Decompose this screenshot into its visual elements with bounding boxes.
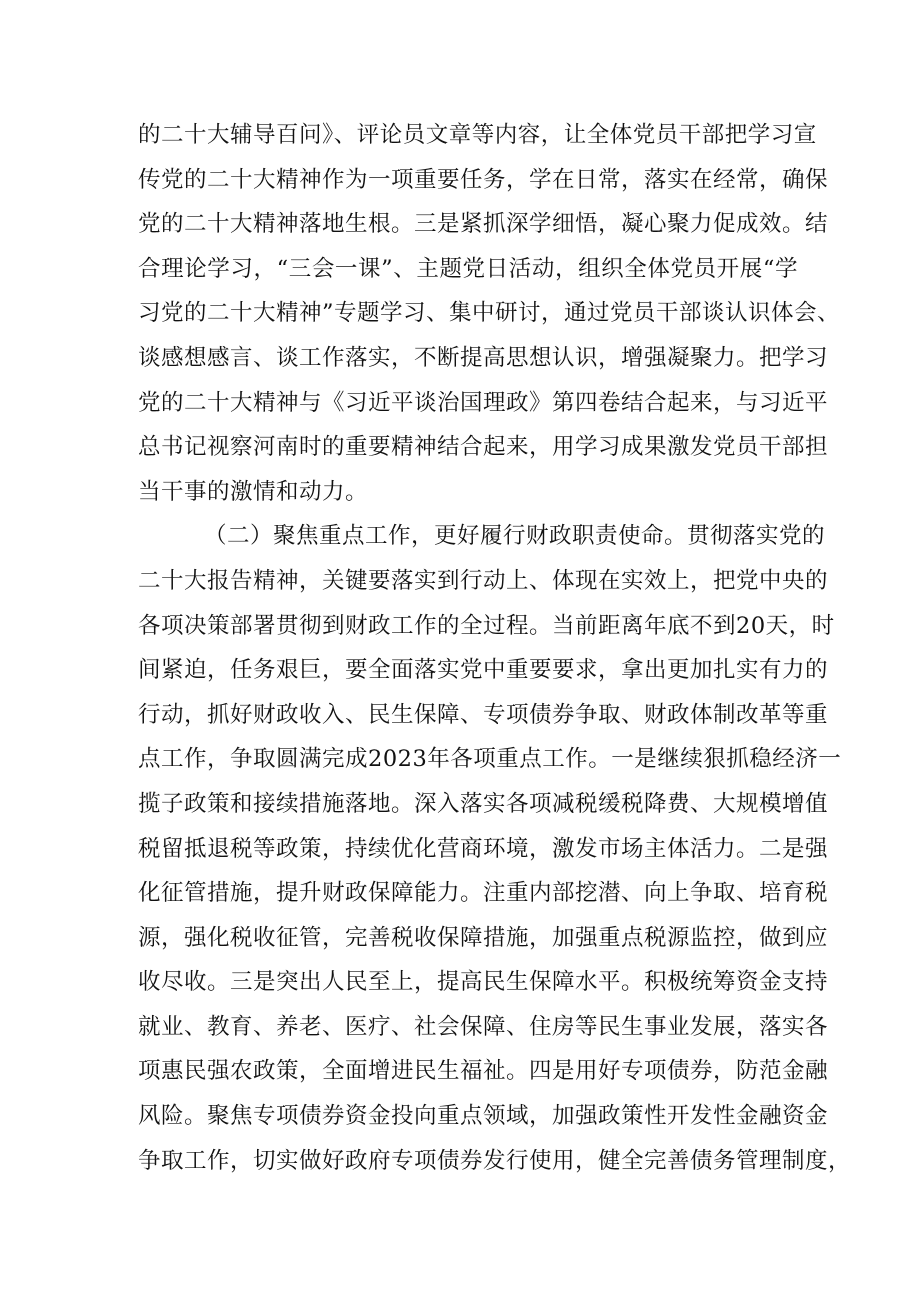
text-line: 项惠民强农政策，全面增进民生福祉。四是用好专项债券，防范金融 (138, 1058, 829, 1085)
text-line: 源，强化税收征管，完善税收保障措施，加强重点税源监控，做到应 (138, 924, 829, 951)
paragraph-2 (138, 514, 852, 1183)
text-line: 传党的二十大精神作为一项重要任务，学在日常，落实在经常，确保 (138, 166, 829, 193)
text-line: 习党的二十大精神”专题学习、集中研讨，通过党员干部谈认识体会、 (138, 300, 841, 327)
text-line: 谈感想感言、谈工作落实，不断提高思想认识，增强凝聚力。把学习 (138, 344, 829, 371)
text-line: 税留抵退税等政策，持续优化营商环境，激发市场主体活力。二是强 (138, 835, 829, 862)
body-text (138, 113, 852, 1183)
text-line: 揽子政策和接续措施落地。深入落实各项减税缓税降费、大规模增值 (138, 790, 829, 817)
text-line: 间紧迫，任务艰巨，要全面落实党中重要要求，拿出更加扎实有力的 (138, 657, 829, 684)
text-line: 二十大报告精神，关键要落实到行动上、体现在实效上，把党中央的 (138, 567, 829, 594)
paragraph-1 (138, 113, 841, 514)
text-line: 风险。聚焦专项债券资金投向重点领域，加强政策性开发性金融资金 (138, 1103, 829, 1130)
text-line: 的二十大辅导百问》、评论员文章等内容，让全体党员干部把学习宣 (138, 122, 817, 148)
text-line: 化征管措施，提升财政保障能力。注重内部挖潜、向上争取、培育税 (138, 880, 829, 907)
text-line: 点工作，争取圆满完成2023年各项重点工作。一是继续狠抓稳经济一 (138, 746, 842, 773)
text-line: 行动，抓好财政收入、民生保障、专项债券争取、财政体制改革等重 (138, 701, 829, 728)
text-line: 总书记视察河南时的重要精神结合起来，用学习成果激发党员干部担 (138, 434, 829, 461)
text-line: 争取工作，切实做好政府专项债券发行使用，健全完善债务管理制度， (138, 1147, 852, 1174)
text-line: 党的二十大精神落地生根。三是紧抓深学细悟，凝心聚力促成效。结 (138, 211, 829, 238)
text-line: 就业、教育、养老、医疗、社会保障、住房等民生事业发展，落实各 (138, 1013, 829, 1040)
text-line: 当干事的激情和动力。 (138, 478, 369, 505)
text-line: （二）聚焦重点工作，更好履行财政职责使命。贯彻落实党的 (204, 523, 826, 550)
text-line: 党的二十大精神与《习近平谈治国理政》第四卷结合起来，与习近平 (138, 389, 829, 416)
text-line: 各项决策部署贯彻到财政工作的全过程。当前距离年底不到20天，时 (138, 612, 835, 639)
text-line: 合理论学习，“三会一课”、主题党日活动，组织全体党员开展“学 (138, 255, 798, 282)
text-line: 收尽收。三是突出人民至上，提高民生保障水平。积极统筹资金支持 (138, 969, 829, 996)
